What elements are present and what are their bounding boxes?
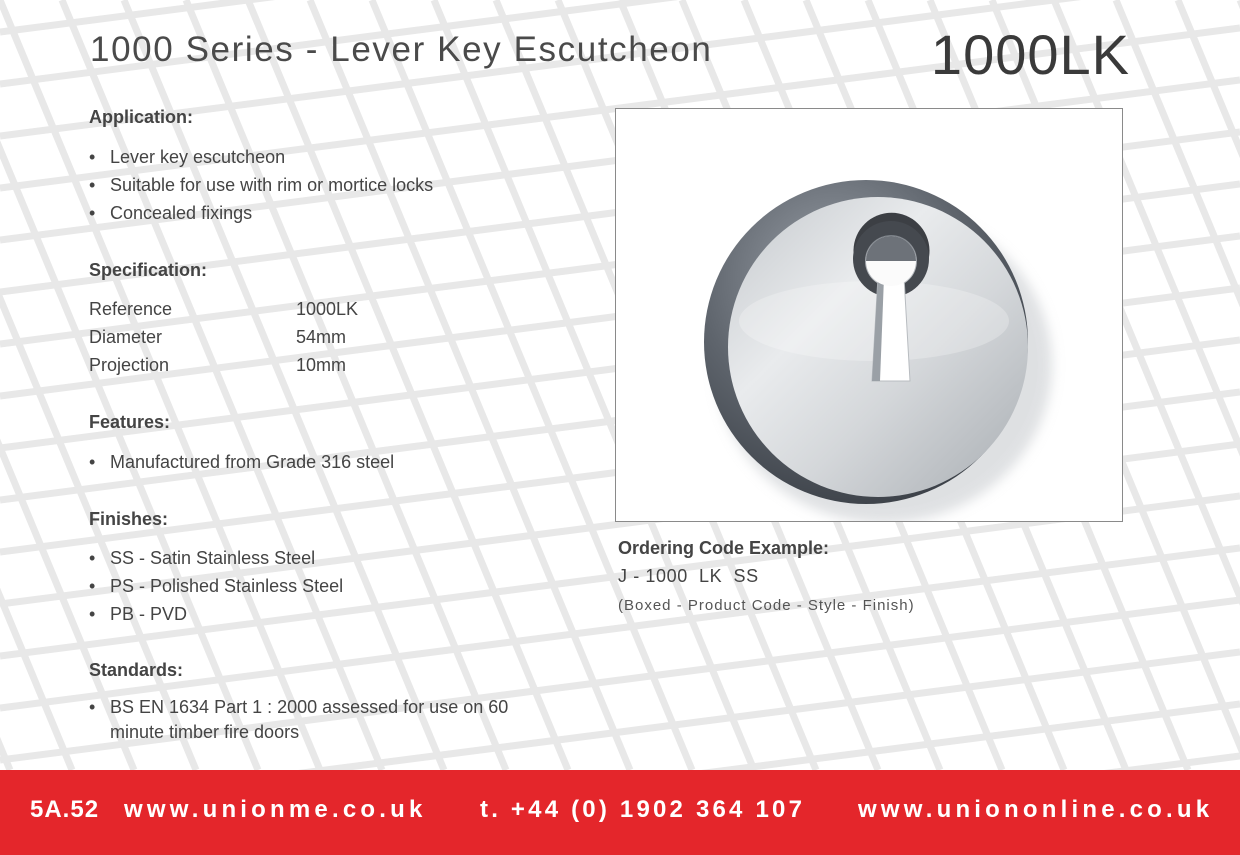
bullet-icon: • bbox=[89, 697, 96, 717]
table-row bbox=[89, 295, 358, 323]
escutcheon-product-image bbox=[616, 109, 1122, 521]
bullet-icon: • bbox=[89, 576, 96, 596]
bullet-icon: • bbox=[89, 203, 96, 223]
finishes-heading: Finishes: bbox=[89, 509, 169, 529]
product-image-frame bbox=[615, 108, 1123, 522]
list-item: • SS - Satin Stainless Steel bbox=[89, 544, 343, 572]
table-row bbox=[89, 351, 358, 379]
bullet-icon: • bbox=[89, 175, 96, 195]
page-number: 5A.52 bbox=[30, 796, 100, 823]
standards-list bbox=[89, 695, 530, 745]
bullet-icon: • bbox=[89, 452, 96, 472]
product-code-title: 1000LK bbox=[930, 23, 1130, 86]
bullet-icon: • bbox=[89, 604, 96, 624]
application-heading: Application: bbox=[89, 107, 193, 127]
ordering-heading: Ordering Code Example: bbox=[618, 538, 830, 558]
website-link-unionme[interactable]: www.unionme.co.uk bbox=[124, 796, 427, 823]
spec-key: Reference bbox=[89, 299, 173, 319]
ordering-code: J - 1000 LK SS bbox=[618, 566, 759, 586]
list-item: • Suitable for use with rim or mortice locks bbox=[89, 171, 433, 199]
list-item: • PS - Polished Stainless Steel bbox=[89, 572, 343, 600]
spec-value: 54mm bbox=[296, 327, 347, 347]
page-title: 1000 Series - Lever Key Escutcheon bbox=[90, 30, 713, 69]
website-link-uniononline[interactable]: www.uniononline.co.uk bbox=[858, 796, 1214, 823]
table-row bbox=[89, 323, 358, 351]
spec-key: Projection bbox=[89, 355, 170, 375]
footer-bar bbox=[0, 770, 1240, 855]
specification-table bbox=[89, 295, 358, 379]
spec-key: Diameter bbox=[89, 327, 163, 347]
list-item: • Manufactured from Grade 316 steel bbox=[89, 448, 394, 476]
finishes-list bbox=[89, 544, 343, 628]
spec-value: 10mm bbox=[296, 355, 347, 375]
specification-heading: Specification: bbox=[89, 260, 208, 280]
bullet-icon: • bbox=[89, 548, 96, 568]
features-heading: Features: bbox=[89, 412, 171, 432]
list-item: • BS EN 1634 Part 1 : 2000 assessed for use on 60 minute timber fire doors bbox=[89, 697, 509, 742]
phone-number: t. +44 (0) 1902 364 107 bbox=[480, 796, 806, 823]
list-item: • Concealed fixings bbox=[89, 199, 433, 227]
standards-heading: Standards: bbox=[89, 660, 184, 680]
application-list bbox=[89, 143, 433, 227]
bullet-icon: • bbox=[89, 147, 96, 167]
list-item: • Lever key escutcheon bbox=[89, 143, 433, 171]
ordering-note: (Boxed - Product Code - Style - Finish) bbox=[618, 597, 915, 614]
features-list bbox=[89, 448, 394, 476]
list-item: • PB - PVD bbox=[89, 600, 343, 628]
spec-value: 1000LK bbox=[296, 299, 359, 319]
